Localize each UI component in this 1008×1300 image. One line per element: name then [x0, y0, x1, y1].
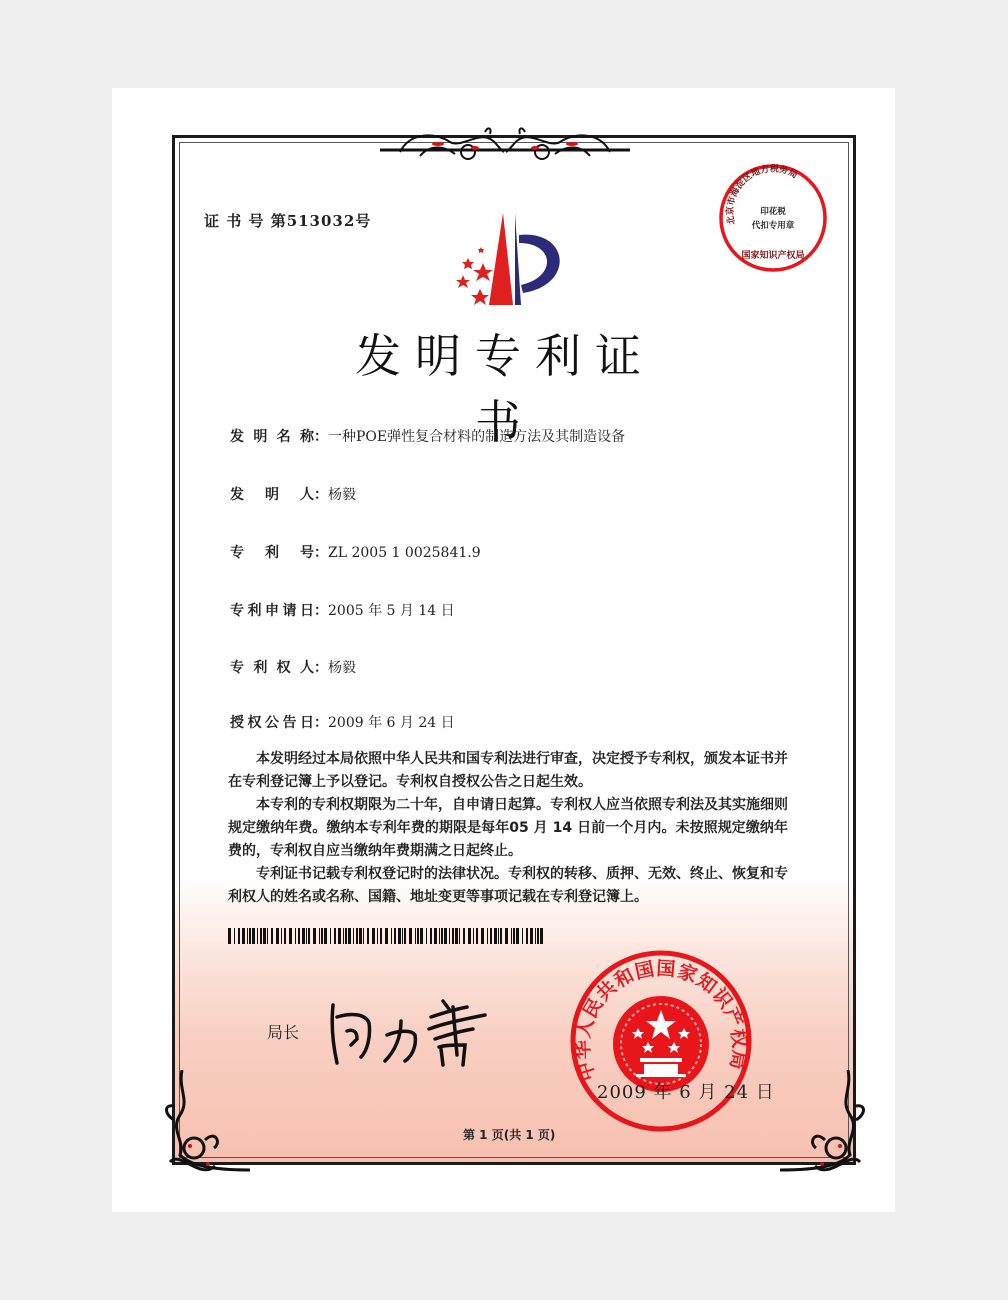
certificate-number — [204, 210, 371, 231]
certificate-title: 发明专利证书 — [355, 329, 655, 449]
field-value: 杨毅 — [328, 660, 356, 676]
field-patentee: 专利权人：杨毅 — [230, 657, 356, 677]
bottom-left-corner-ornament-icon — [160, 1070, 250, 1180]
svg-text:国家知识产权局: 国家知识产权局 — [741, 251, 805, 261]
director-signature-icon — [325, 995, 495, 1070]
stamp-duty-seal-icon — [717, 162, 829, 274]
page-indicator: 第 1 页(共 1 页) — [463, 1128, 556, 1142]
barcode-icon — [228, 928, 546, 944]
certificate-body-text — [228, 748, 788, 909]
paragraph-term: 本专利的专利权期限为二十年，自申请日起算。专利权人应当依照专利法及其实施细则规定缴纳年费。缴纳本专利年费的期限是每年05 月 14 日前一个月内。未按照规定缴纳年费的，专利权自应当缴纳年费期满之日起终止。 — [228, 797, 788, 859]
field-label: 专利申请日 — [230, 603, 314, 619]
field-inventor: 发明人：杨毅 — [230, 484, 356, 504]
field-label: 专利权人 — [230, 660, 314, 676]
field-label: 发明名称 — [230, 429, 314, 445]
tax-stamp-outer-text: 北京市海淀区地方税务局 — [725, 164, 799, 226]
seal-date: 2009 年 6 月 24 日 — [597, 1082, 775, 1103]
certificate-number-label: 证 书 号 — [204, 212, 265, 230]
field-value: 2009 年 6 月 24 日 — [328, 715, 455, 731]
seal-text: 中华人民共和国国家知识产权局 — [571, 957, 751, 1084]
field-label: 授权公告日 — [230, 715, 314, 731]
field-label: 发明人 — [230, 487, 314, 503]
field-label: 专利号 — [230, 545, 314, 561]
tax-stamp-line2: 代扣专用章 — [751, 221, 795, 231]
field-value: ZL 2005 1 0025841.9 — [328, 545, 481, 561]
paragraph-grant: 本发明经过本局依照中华人民共和国专利法进行审查，决定授予专利权，颁发本证书并在专利登记簿上予以登记。专利权自授权公告之日起生效。 — [228, 751, 788, 790]
field-application-date: 专利申请日：2005 年 5 月 14 日 — [230, 600, 455, 620]
tax-stamp-line1: 印花税 — [760, 207, 786, 217]
field-grant-announcement-date: 授权公告日：2009 年 6 月 24 日 — [230, 712, 455, 732]
top-dragon-ornament-icon — [380, 122, 630, 170]
director-label: 局长 — [267, 1023, 300, 1042]
patent-office-emblem-icon — [445, 205, 570, 310]
bottom-right-corner-ornament-icon — [780, 1070, 870, 1180]
field-value: 杨毅 — [328, 487, 356, 503]
paragraph-legal-status: 专利证书记载专利权登记时的法律状况。专利权的转移、质押、无效、终止、恢复和专利权人的姓名或名称、国籍、地址变更等事项记载在专利登记簿上。 — [228, 866, 788, 905]
official-seal-icon — [568, 948, 754, 1134]
field-invention-name: 发明名称：一种POE弹性复合材料的制造方法及其制造设备 — [230, 426, 625, 446]
field-value: 一种POE弹性复合材料的制造方法及其制造设备 — [328, 429, 626, 445]
certificate-number-value: 第513032号 — [270, 212, 372, 230]
field-patent-number: 专利号：ZL 2005 1 0025841.9 — [230, 542, 481, 562]
field-value: 2005 年 5 月 14 日 — [328, 603, 455, 619]
